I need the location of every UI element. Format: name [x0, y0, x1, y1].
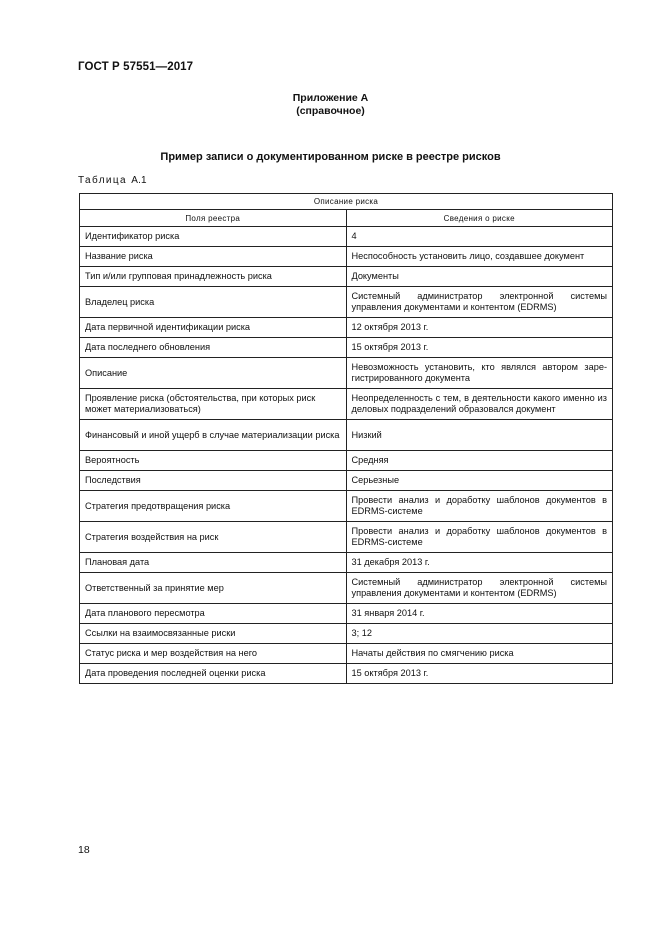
row-field: Вероятность — [80, 451, 347, 471]
row-field: Описание — [80, 358, 347, 389]
table-label-word: Таблица — [78, 175, 128, 186]
row-field: Ответственный за принятие мер — [80, 573, 347, 604]
row-value: 15 октября 2013 г. — [346, 338, 613, 358]
row-field: Проявление риска (обстоятельства, при которых риск может материализоваться) — [80, 389, 347, 420]
appendix-type: (справочное) — [296, 105, 365, 117]
table-row — [80, 358, 613, 389]
row-field: Ссылки на взаимосвязанные риски — [80, 624, 347, 644]
column-header-fields: Поля реестра — [80, 210, 347, 227]
row-field: Дата первичной идентификации риска — [80, 318, 347, 338]
row-field: Название риска — [80, 247, 347, 267]
table-row — [80, 420, 613, 451]
page-number: 18 — [78, 844, 90, 856]
row-value: 4 — [346, 227, 613, 247]
row-value: 15 октября 2013 г. — [346, 664, 613, 684]
row-field: Стратегия воздействия на риск — [80, 522, 347, 553]
table-row — [80, 267, 613, 287]
row-field: Статус риска и мер воздействия на него — [80, 644, 347, 664]
table-row — [80, 451, 613, 471]
section-heading: Пример записи о документированном риске в реестре рисков — [160, 151, 501, 163]
row-value: Серьезные — [346, 471, 613, 491]
document-code: ГОСТ Р 57551—2017 — [78, 61, 194, 73]
table-row — [80, 644, 613, 664]
row-field: Дата проведения последней оценки риска — [80, 664, 347, 684]
row-value: Провести анализ и доработку шаблонов документов в EDRMS-системе — [346, 522, 613, 553]
table-label — [78, 175, 147, 186]
table-row — [80, 389, 613, 420]
table-row — [80, 604, 613, 624]
row-value: Начаты действия по смягчению риска — [346, 644, 613, 664]
table-row — [80, 318, 613, 338]
row-field: Дата последнего обновления — [80, 338, 347, 358]
table-row — [80, 287, 613, 318]
row-value: Неспособность установить лицо, создавшее документ — [346, 247, 613, 267]
row-field: Стратегия предотвращения риска — [80, 491, 347, 522]
row-value: Невозможность установить, кто являлся автором зарегистрированного документа — [346, 358, 613, 389]
row-field: Последствия — [80, 471, 347, 491]
row-field: Идентификатор риска — [80, 227, 347, 247]
row-value: Документы — [346, 267, 613, 287]
table-caption: Описание риска — [80, 194, 613, 210]
row-field: Тип и/или групповая принадлежность риска — [80, 267, 347, 287]
table-row — [80, 338, 613, 358]
row-value: Провести анализ и доработку шаблонов документов в EDRMS-системе — [346, 491, 613, 522]
row-value: 12 октября 2013 г. — [346, 318, 613, 338]
row-value: Средняя — [346, 451, 613, 471]
row-value: Неопределенность с тем, в деятельности какого именно из деловых подразделений образовался документ — [346, 389, 613, 420]
table-caption-row — [80, 194, 613, 210]
table-row — [80, 471, 613, 491]
column-header-info: Сведения о риске — [346, 210, 613, 227]
row-field: Финансовый и иной ущерб в случае материализации риска — [80, 420, 347, 451]
table-row — [80, 491, 613, 522]
table-row — [80, 664, 613, 684]
row-field: Дата планового пересмотра — [80, 604, 347, 624]
row-value: Системный администратор электронной системы управления документами и контентом (EDRMS) — [346, 573, 613, 604]
table-label-number: А.1 — [131, 175, 147, 186]
table-row — [80, 227, 613, 247]
row-field: Владелец риска — [80, 287, 347, 318]
table-header-row — [80, 210, 613, 227]
table-row — [80, 624, 613, 644]
appendix-title: Приложение А — [292, 92, 369, 104]
table-row — [80, 573, 613, 604]
table-row — [80, 522, 613, 553]
row-field: Плановая дата — [80, 553, 347, 573]
row-value: 31 декабря 2013 г. — [346, 553, 613, 573]
row-value: 3; 12 — [346, 624, 613, 644]
row-value: 31 января 2014 г. — [346, 604, 613, 624]
table-row — [80, 247, 613, 267]
row-value: Системный администратор электронной системы управления документами и контентом (EDRMS) — [346, 287, 613, 318]
risk-register-table — [79, 193, 613, 684]
row-value: Низкий — [346, 420, 613, 451]
table-row — [80, 553, 613, 573]
